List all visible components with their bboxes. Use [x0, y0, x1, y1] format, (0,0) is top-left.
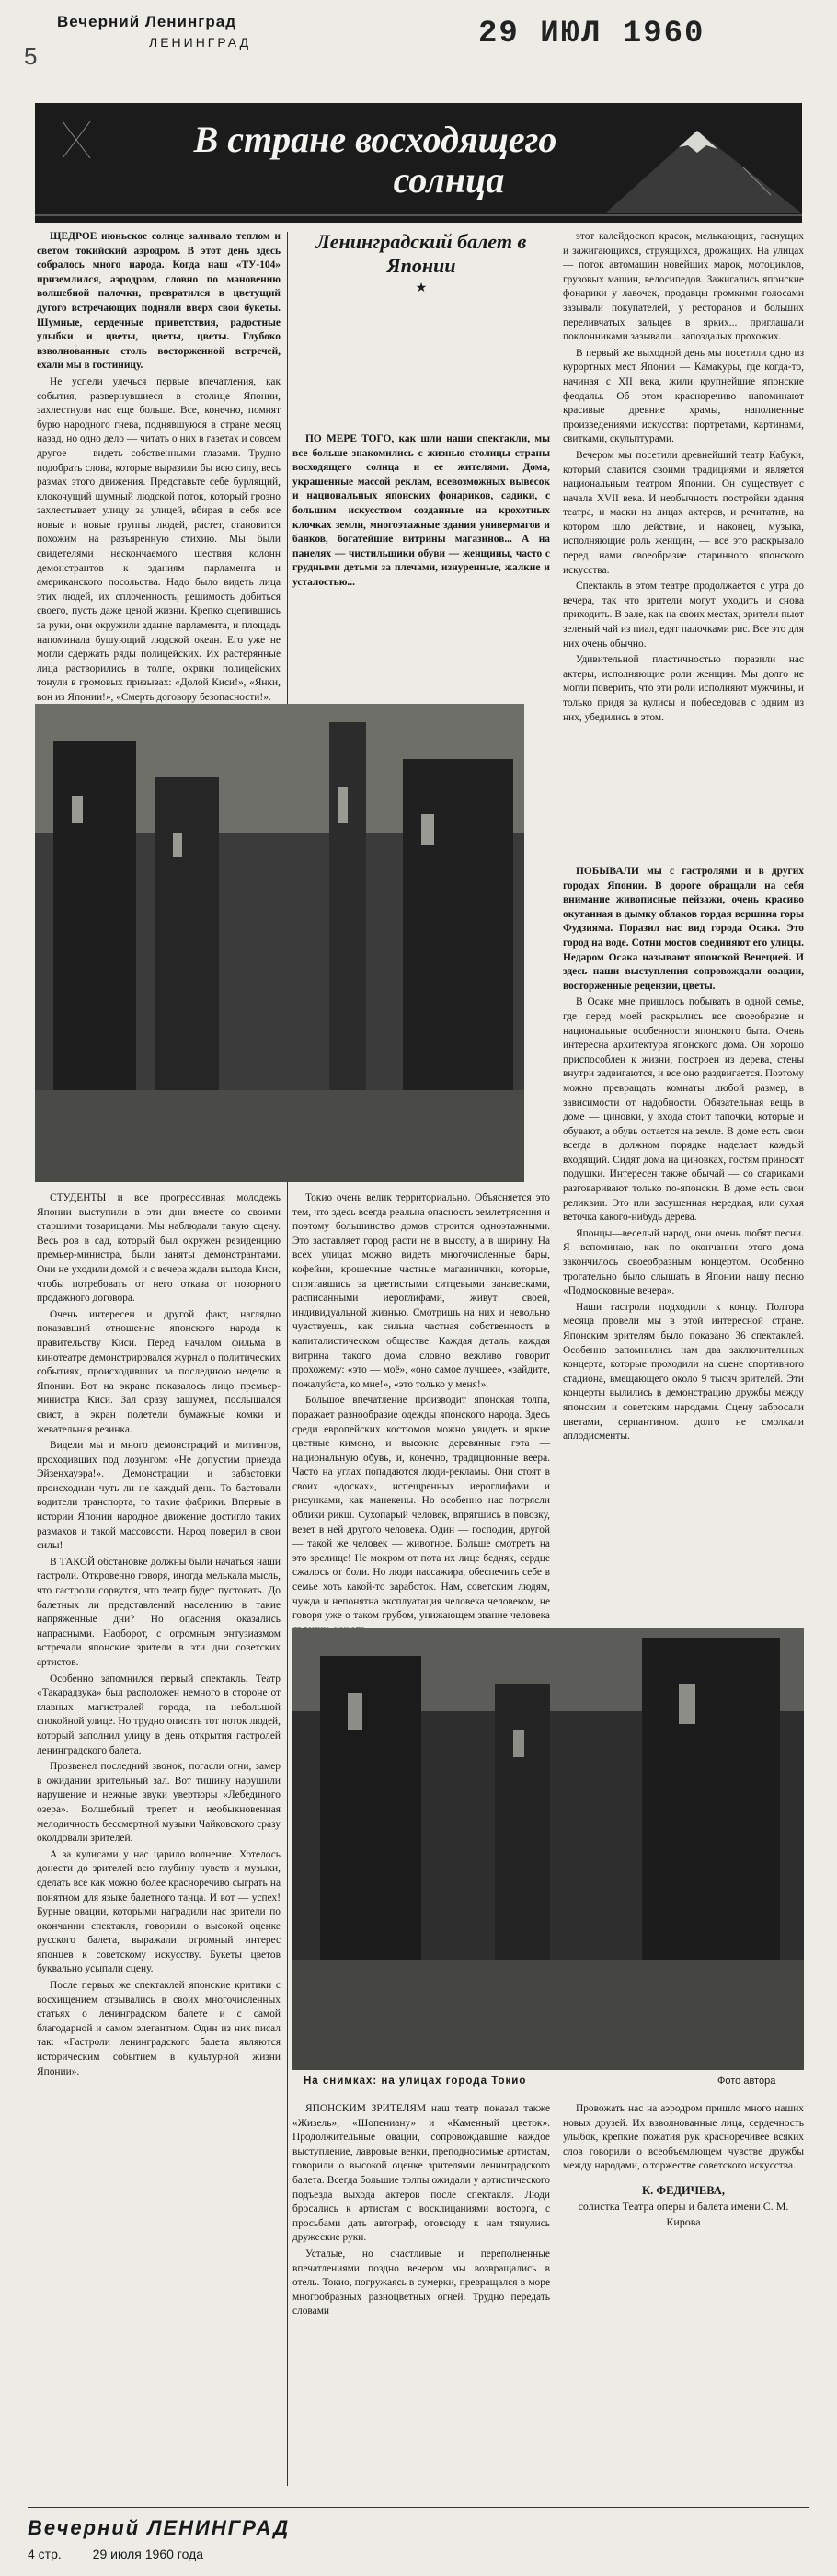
street-photo-2	[292, 1628, 804, 2070]
photo-credit: Фото автора	[717, 2076, 776, 2087]
paragraph: Удивительной пластичностью поразили нас актеры, исполняющие роли женщин. Мы долго не могли поверить, что эти роли исполняют мужчины, и только придя за кулисы и побеседовав с одним из них, убедились в этом.	[563, 654, 804, 723]
paragraph: ЯПОНСКИМ ЗРИТЕЛЯМ наш театр показал также «Жизель», «Шопениану» и «Каменный цветок». Продолжительные овации, сопровождавшие каждое выступление, лавровые венки, преподносимые артистам, говорили о высокой оценке зрителями ленинградского балета. Всегда большие толпы ожидали у артистического подъезда выхода актеров после спектакля. Люди бросались к артистам с восклицаниями восторга, с просьбами дать автограф, отовсюду к нам тянулись дружеские руки.	[292, 2103, 550, 2244]
banner-title	[118, 120, 633, 201]
masthead	[57, 13, 333, 77]
article-col2-top	[292, 230, 550, 304]
paragraph: Японцы—веселый народ, они очень любят песни. Я вспоминаю, как по окончании этого дома закончилось своеобразным концертом. Особенно трогательно было слышать в Японии нашу песню «Подмосковные вечера».	[563, 1227, 804, 1297]
paragraph: В ТАКОЙ обстановке должны были начаться наши гастроли. Откровенно говоря, иногда мелькала мысль, что гастроли сорвутся, что театр будет пустовать. До балетных ли представлений населению в такие напряженные дни? Но опасения оказались напрасными. Наоборот, с огромным энтузиазмом встречали японские зрители в эти дни советских артистов.	[37, 1556, 281, 1668]
author-signature	[563, 2183, 804, 2230]
footer-masthead: Вечерний ЛЕНИНГРАД	[28, 2516, 291, 2539]
paragraph: этот калейдоскоп красок, мелькающих, гаснущих и зажигающихся, струящихся, дрожащих. На улицах — поток автомашин новейших марок, мотоциклов, грузовых машин, велосипедов. Зажигались японские фонарики у лавочек, продавцы громкими голосами зазывали покупателей, у ресторанов и больших переливчатых зальцев в ярких... приглашали поклонниками зазывали... запоздалых прохожих.	[563, 231, 804, 343]
author-name: К. ФЕДИЧЕВА,	[642, 2183, 725, 2197]
paragraph: Усталые, но счастливые и переполненные впечатлениями поздно вечером мы возвращались в отель. Токио, погружаясь в сумерки, превращался в море многообразных разноцветных огней. Трудно передать словами	[292, 2248, 550, 2317]
paragraph: СТУДЕНТЫ и все прогрессивная молодежь Японии выступили в эти дни вместе со своими старшими товарищами. Мы наблюдали такую сцену. Весь ров в сад, который был окружен резиденцию премьер-министра, были заняты демонстрантами. Они не уходили домой и с вечера ждали выхода Киси, чтобы потребовать от него отказа от позорного продажного договора.	[37, 1192, 281, 1305]
column-rule	[287, 232, 288, 2486]
paragraph: Большое впечатление производит японская толпа, поражает разнообразие одежды японского народа. Здесь среди европейских костюмов можно увидеть и яркие цветные кимоно, и высокие деревянные гэта — национальную обувь, и, конечно, традиционные веера. Часто на углах попадаются люди-рекламы. Они стоят в своих «досках», испещренных иероглифами и рисунками, как манекены. Но особенно нас потрясли облики рикш. Сухопарый человек, впрягшись в повозку, везет в ней другого человека. Один — господин, другой — такой же человек — животное. Больше смотреть на это зрелище! Не мокром от пота их лице бедняк, сердце сжалось от боли. Но люди пассажира, обеспечить себе в семье хоть какой-то заработок. Нам, советским людям, чужда и непонятна эксплуатация человека человеком, не говоря уже о таком грубом, унижающем звание человека	[292, 1395, 550, 1622]
date-stamp: 29 ИЮЛ 1960	[478, 17, 705, 52]
banner-title-line2: солнца	[393, 159, 505, 201]
article-col2-middle	[292, 1191, 550, 1638]
street-photo	[35, 704, 524, 1182]
footer-rule	[28, 2507, 809, 2508]
paragraph: Не успели улечься первые впечатления, как события, развернувшиеся в столице Японии, захлестнули нас еще больше. Все, конечно, помнят бурю народного гнева, поднявшуюся в стране месяц назад, но одно дело — читать о них в газетах и совсем другое — видеть собственными глазами. Трудно подобрать слова, которые выразили бы всю силу, весь размах этого движения. Представьте себе бурлящий, клокочущий шумный людской поток, который грозно захлестывает улицу за улицей, вбирая в себя все новые и новые группы людей, растет, становится похожим на разъяренную стихию. Мы были свидетелями нескончаемого шествия колонн демонстрантов к зданиям парламента и американского посольства. Надо было видеть лица этих людей, их сплоченность, решимость добиться своего, пусть даже ценой жизни. Крепко сцепившись за руки, они окружили здание парламента, и площадь напоминала бушующий людской океан. Его уже не могли сдержать ряды полицейских. Их растерянные лица растворились в толпе, окрики полицейских тонули в громовых призывах: «Долой Киси!», «Янки, вон из Японии!», «Смерть договору безопасности!».	[37, 375, 281, 703]
paragraph: В первый же выходной день мы посетили одно из курортных мест Японии — Камакуры, где когда-то, начиная с XII века, жили крупнейшие японские феодалы. Об этом красноречиво напоминают красивые древние храмы, наполненные произведениями искусства: портретами, картинами, свитками, скульптурами.	[563, 347, 804, 445]
photo-caption: На снимках: на улицах города Токио	[304, 2076, 527, 2087]
footer-date: 29 июля 1960 года	[92, 2547, 204, 2561]
banner-title-line1: В стране восходящего	[193, 119, 557, 160]
masthead-city: ЛЕНИНГРАД	[149, 35, 252, 50]
tokyo-street-photo	[35, 704, 524, 1182]
paragraph: Токио очень велик территориально. Объясняется это тем, что здесь всегда реальна опасность землетрясения и поэтому большинство домов строится одноэтажными. Это заставляет город расти не в высоту, а в ширину. На всех улицах можно видеть многочисленные бары, кофейни, крошечные частные магазинчики, которые, спрятавшись за цветистыми ситцевыми занавесками, расписанными иероглифами, живут своей, индивидуальной жизнью. Смотришь на них и невольно чувствуешь, как сильна частная собственность в капиталистическом обществе. Каждая деталь, каждая витрина такого дома словно вежливо говорит прохожему: «это — моё», «оно самое лучшее», «зайдите, пожалуйста, ко мне!», «это только у меня!».	[292, 1192, 550, 1390]
separator-star: ★	[415, 282, 428, 295]
paragraph: Прозвенел последний звонок, погасли огни, замер в ожидании зрительный зал. Вот тишину нарушили нарушение и нежные звуки увертюры «Лебединого озера». Волшебный трепет и необыкновенная мелодичность бессмертной музыки Чайковского сразу околдовали зрителей.	[37, 1761, 281, 1845]
article-col3-final	[563, 2102, 804, 2230]
paragraph: Вечером мы посетили древнейший театр Кабуки, который славится своими традициями и является национальным театром Японии. Он существует с начала XVII века. И необычность постройки здания театра, и маски на лицах актеров, и речитатив, на котором шло действие, и наконец, музыка, исполняющие роль женщин, — все это раскрывало перед нами своеобразие старинного японского искусства.	[563, 449, 804, 576]
paragraph: После первых же спектаклей японские критики с восхищением отзывались в своих многочисленных статьях о ленинградском балете и с самой благодарной и самом элегантном. Один из них писал так: «Гастроли ленинградского балета являются историческим событием в культурной жизни Японии».	[37, 1980, 281, 2077]
paragraph: А за кулисами у нас царило волнение. Хотелось донести до зрителей всю глубину чувств и музыки, сделать все как можно более красноречиво сыграть на понятном для языке балетного танца. И вот — успех! Бурные овации, которыми наградили нас зрители по окончании спектакля, говорили о высокой оценке русского балета, выражали огромный интерес японцев к советскому искусству. Букеты цветов буквально усыпали сцену.	[37, 1848, 281, 1975]
article-subhead: Ленинградский балет в Японии	[315, 230, 527, 277]
paragraph: Видели мы и много демонстраций и митингов, проходивших под лозунгом: «Не допустим приезда Эйзенхауэра!». Демонстрации и забастовки происходили чуть ли не каждый день. То бастовали водители транспорта, то такие фабрики. Впервые в истории Японии народное движение достигло таких размахов и такой массовости. Народ поверил в свои силы!	[37, 1440, 281, 1552]
article-col3-bottom	[563, 865, 804, 1444]
article-col3-top	[563, 230, 804, 725]
paragraph: Провожать нас на аэродром пришло много наших новых друзей. Их взволнованные лица, сердечность улыбок, крепкие пожатия рук красноречивее всяких слов говорили о всеобъемлющем чувстве дружбы между народами, о торжестве советского искусства.	[563, 2103, 804, 2172]
author-role: солистка Театра оперы и балета имени С. М. Кирова	[578, 2199, 789, 2228]
paragraph: В Осаке мне пришлось побывать в одной семье, где перед моей раскрылись все своеобразие и национальные особенности японского быта. Очень интересна архитектура японского дома. Он хорошо приспособлен к жизни, построен из дерева, стены внутри задвигаются, и все оно раздвигается. Поэтому можно превращать комнаты любой размер, в зависимости от надобности. Обязательная вещь в доме — циновки, у входа стоит тапочки, которые и обувают, а обувь остается на земле. В доме есть свои всегда в должном порядке наделает каждый входящий. Сидят дома на циновках, гостям приносят подушки. Интересен также обычай — со стариками разговаривают только по-японски. В доме есть свои реликвии. Это или засушенная нередкая, или сухая веточка какого-нибудь дерева.	[563, 996, 804, 1224]
article-col1-top	[37, 230, 281, 706]
footer-dateline	[28, 2547, 203, 2561]
article-col1-bottom	[37, 1191, 281, 2079]
banner	[35, 103, 802, 223]
tokyo-street-photo-2	[292, 1628, 804, 2070]
masthead-title: Вечерний Ленинград	[57, 13, 236, 30]
article-col2-bottom	[292, 2102, 550, 2319]
footer-page: 4 стр.	[28, 2547, 62, 2561]
paragraph: ЩЕДРОЕ июньское солнце заливало теплом и светом токийский аэродром. В этот день здесь собралось много народа. Когда наш «ТУ-104» приземлился, аэродром, словно по мановению волшебной палочки, превратился в цветущий дугого встречающих подняли вверх свои букеты. Шумные, сердечные приветствия, радостные улыбки и цветы, цветы, цветы. Глубоко взволнованные столь восторженной встречей, ехали мы в гостиницу.	[37, 231, 281, 372]
paragraph: Очень интересен и другой факт, наглядно показавший отношение японского народа к правительству Киси. Перед началом фильма в кинотеатре демонстрировался журнал о политических событиях, происходивших за последнюю неделю в Японии. Вот на экране показалось лицо премьер-министра Киси. Зал сразу зашумел, послышался свист, а экран полетели бумажные комки и жевательная резинка.	[37, 1308, 281, 1435]
handwritten-mark: 5	[24, 42, 38, 70]
paragraph: ПОБЫВАЛИ мы с гастролями и в других городах Японии. В дороге обращали на себя внимание живописные пейзажи, очень красиво окутанная в дымку облаков гордая вершина горы Фудзияма. Поразил нас вид города Осака. Это город на воде. Сотни мостов соединяют его улицы. Недаром Осака называют японской Венецией. И здесь наши выступления сопровождали овации, восторженные рецензии, цветы.	[563, 866, 804, 992]
article-col2-body	[292, 432, 550, 591]
paragraph: Наши гастроли подходили к концу. Полтора месяца провели мы в этой интересной стране. Японским зрителям было показано 36 спектаклей. Особенно запомнились нам два заключительных концерта, которые проходили на сцене спортивного стадиона, вмещающего около 9 тысяч зрителей. Эти концерты вылились в демонстрацию дружбы между японским и советским народами. Сцену забросали цветами, серпантином. долго не смолкали аплодисменты.	[563, 1301, 804, 1443]
paragraph: Спектакль в этом театре продолжается с утра до вечера, так что зрители могут уходить и снова приходить. В зале, как на своих местах, зрители пьют зеленый чай из пиал, едят палочками рис. Все это для них очень обычно.	[563, 581, 804, 650]
paragraph: Особенно запомнился первый спектакль. Театр «Такарадзука» был расположен немного в стороне от главных магистралей города, на небольшой спокойной улице. Но трудно описать тот поток людей, который заполнил улицу в день открытия гастролей ленинградского балета.	[37, 1673, 281, 1756]
paragraph: ПО МЕРЕ ТОГО, как шли наши спектакли, мы все больше знакомились с жизнью столицы страны восходящего солнца и ее жителями. Дома, украшенные массой реклам, всевозможных вывесок и национальных японских фонариков, садики, с большим искусством созданные на крохотных клочках земли, многоэтажные здания универмагов и банков, богатейшие витрины магазинов... А на панелях — чистильщики обуви — женщины, часто с грудными детьми за плечами, изнуренные, жалкие и усталостью...	[292, 433, 550, 588]
